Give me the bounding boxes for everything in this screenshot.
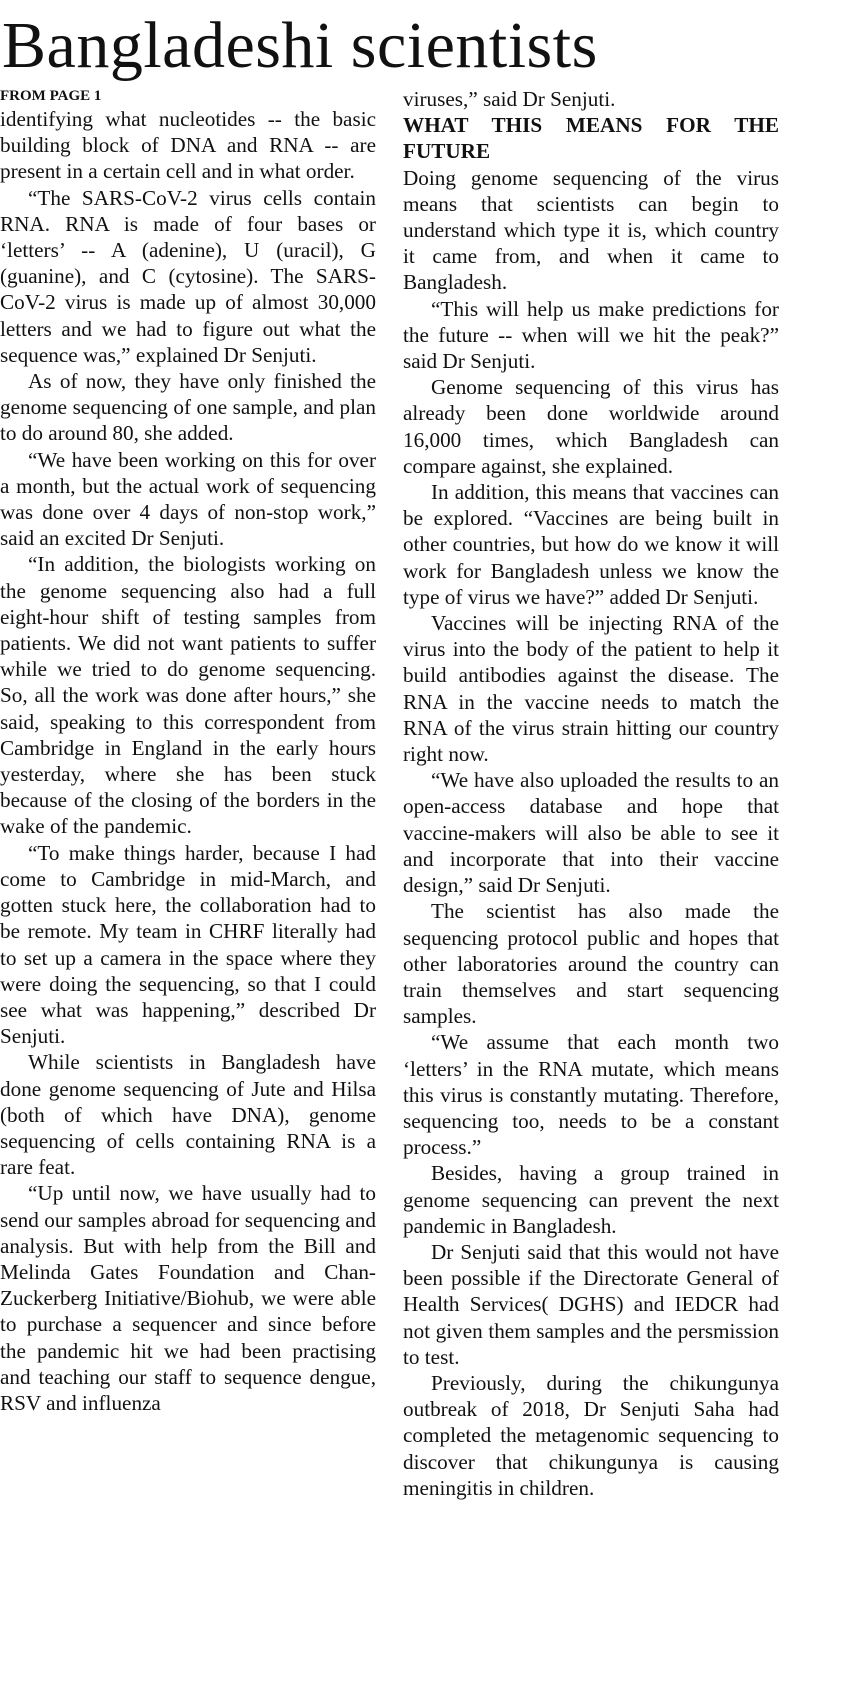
paragraph: While scientists in Bangladesh have done genome sequencing of Jute and Hilsa (both of which have DNA), genome sequencing of cells containing RNA is a rare feat. [0,1050,376,1180]
paragraph: “The SARS-CoV-2 virus cells contain RNA. RNA is made of four bases or ‘letters’ -- A (adenine), U (uracil), G (guanine), and C (cytosine). The SARS-CoV-2 virus is made up of almost 30,000 letters and we had to figure out what the sequence was,” explained Dr Senjuti. [0,185,376,367]
paragraph: Genome sequencing of this virus has already been done worldwide around 16,000 times, which Bangladesh can compare against, she explained. [403,375,779,478]
paragraph: The scientist has also made the sequencing protocol public and hopes that other laboratories around the country can train themselves and start sequencing samples. [403,899,779,1029]
left-column [0,86,376,1416]
paragraph-continued: viruses,” said Dr Senjuti. [403,87,616,111]
paragraph: “We have also uploaded the results to an open-access database and hope that vaccine-makers will also be able to see it and incorporate that into their vaccine design,” said Dr Senjuti. [403,768,779,898]
paragraph: In addition, this means that vaccines can be explored. “Vaccines are being built in other countries, but how do we know it will work for Bangladesh unless we know the type of virus we have?” added Dr Senjuti. [403,480,779,609]
right-column [403,86,779,1501]
paragraph: identifying what nucleotides -- the basic building block of DNA and RNA -- are present in a certain cell and in what order. [0,107,376,184]
paragraph: Dr Senjuti said that this would not have been possible if the Directorate General of Health Services( DGHS) and IEDCR had not given them samples and the persmission to test. [403,1239,779,1369]
headline: Bangladeshi scientists [2,9,598,82]
paragraph: “We assume that each month two ‘letters’ in the RNA mutate, which means this virus is constantly mutating. Therefore, sequencing too, needs to be a constant process.” [403,1030,779,1160]
section-subhead: WHAT THIS MEANS FOR THE FUTURE [403,113,779,164]
paragraph: “To make things harder, because I had come to Cambridge in mid-March, and gotten stuck here, the collaboration had to be remote. My team in CHRF literally had to set up a camera in the space where they were doing the sequencing, so that I could see what was happening,” described Dr Senjuti. [0,840,376,1049]
paragraph: Previously, during the chikungunya outbreak of 2018, Dr Senjuti Saha had completed the metagenomic sequencing to discover that chikungunya is causing meningitis in children. [403,1370,779,1500]
paragraph: “This will help us make predictions for the future -- when will we hit the peak?” said Dr Senjuti. [403,296,779,374]
paragraph: “In addition, the biologists working on the genome sequencing also had a full eight-hour shift of testing samples from patients. We did not want patients to suffer while we tried to do genome sequencing. So, all the work was done after hours,” she said, speaking to this correspondent from Cambridge in England in the early hours yesterday, where she has been stuck because of the closing of the borders in the wake of the pandemic. [0,552,376,839]
paragraph: “Up until now, we have usually had to send our samples abroad for sequencing and analysis. But with help from the Bill and Melinda Gates Foundation and Chan-Zuckerberg Initiative/Biohub, we were able to purchase a sequencer and since before the pandemic hit we had been practising and teaching our staff to sequence dengue, RSV and influenza [0,1181,376,1415]
paragraph: Doing genome sequencing of the virus means that scientists can begin to understand which type it is, which country it came from, and when it came to Bangladesh. [403,165,779,295]
paragraph: “We have been working on this for over a month, but the actual work of sequencing was done over 4 days of non-stop work,” said an excited Dr Senjuti. [0,447,376,551]
continuation-kicker: FROM PAGE 1 [0,88,102,104]
paragraph: Besides, having a group trained in genome sequencing can prevent the next pandemic in Bangladesh. [403,1161,779,1238]
paragraph: As of now, they have only finished the genome sequencing of one sample, and plan to do around 80, she added. [0,369,376,446]
paragraph: Vaccines will be injecting RNA of the virus into the body of the patient to help it build antibodies against the disease. The RNA in the vaccine needs to match the RNA of the virus strain hitting our country right now. [403,611,779,767]
